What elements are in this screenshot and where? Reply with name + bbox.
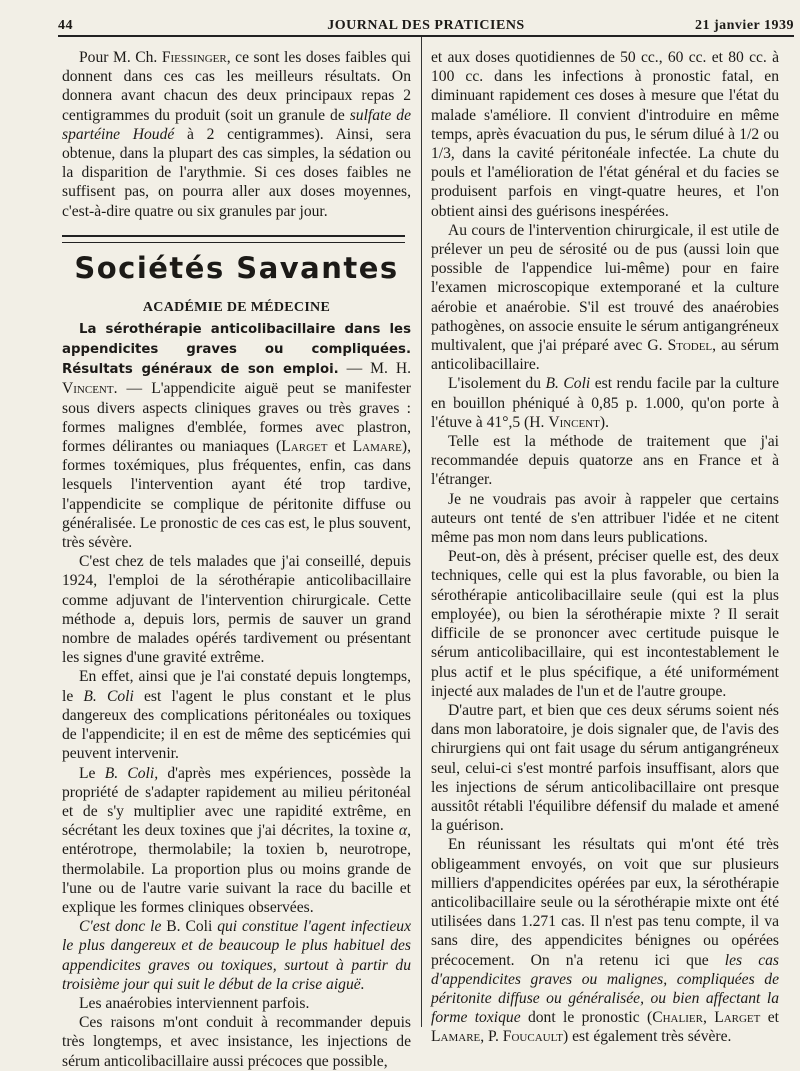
paragraph: C'est chez de tels malades que j'ai conseillé, depuis 1924, l'emploi de la sérothérapie anticolibacillaire comme adjuvant de l'intervention chirurgicale. Cette méthode a, depuis lors, permis de sauver un grand nombre de malades opérés tardivement ou présentant les signes d'une gravité extrême. [62, 553, 411, 667]
paragraph: et aux doses quotidiennes de 50 cc., 60 cc. et 80 cc. à 100 cc. dans les infections à pronostic fatal, en diminuant rapidement ces doses à mesure que l'état du malade s'améliore. Il convient d'introduire en même temps, après évacuation du pus, le sérum dilué à 1/2 ou 1/3, dans la cavité péritonéale infectée. La chute du pouls et l'amélioration de l'état général et du facies se produisent parfois en vingt-quatre heures, et l'on obtient ainsi des guérisons inespérées. [431, 49, 779, 220]
paragraph: L'isolement du B. Coli est rendu facile par la culture en bouillon phéniqué à 0,85 p. 1.000, qu'on porte à l'étuve à 41°,5 (H. Vincent). [431, 375, 779, 431]
issue-date: 21 janvier 1939 [694, 18, 794, 33]
right-column [431, 48, 779, 1047]
article-intro: La sérothérapie anticolibacillaire dans les appendicites graves ou compliquées. Résultats généraux de son emploi. — M. H. Vincent. — L'appendicite aiguë peut se manifester sous divers aspects cliniques graves ou très graves : formes malignes d'emblée, formes avec plastron, formes délirantes ou maniaques (Larget et Lamare), formes toxémiques, plus fréquentes, enfin, cas dans lesquels l'intervention ayant été trop tardive, l'appendicite se complique de péritonite diffuse ou généralisée. Le pronostic de ces cas est, le plus souvent, très sévère. [62, 321, 412, 552]
paragraph: Le B. Coli, d'après mes expériences, possède la propriété de s'adapter rapidement au milieu péritonéal et de s'y multiplier avec une rapidité extrême, en sécrétant les deux toxines que j'ai décrites, la toxine α, entérotrope, thermolabile; la toxien b, neurotrope, thermolabile. La proportion plus ou moins grande de l'une ou de l'autre varie suivant la race du bacille et explique les formes cliniques observées. [62, 764, 411, 916]
page-number: 44 [58, 18, 73, 33]
journal-title: JOURNAL DES PRATICIENS [327, 18, 525, 33]
paragraph: Ces raisons m'ont conduit à recommander depuis très longtemps, et avec insistance, les injections de sérum anticolibacillaire aussi précoces que possible, [62, 1014, 411, 1070]
paragraph: Au cours de l'intervention chirurgicale, il est utile de prélever un peu de sérosité ou de pus (aussi loin que possible de l'appendice lui-même) pour en faire l'examen microscopique extemporané et la culture aérobie et anaérobie. S'il est trouvé des anaérobies pathogènes, on associe ensuite le sérum antigangréneux multivalent, que j'ai préparé avec G. Stodel, au sérum anticolibacillaire. [431, 221, 779, 374]
running-header [58, 16, 794, 36]
section-divider [62, 235, 405, 243]
left-column [62, 48, 411, 1071]
paragraph: D'autre part, et bien que ces deux sérums soient nés dans mon laboratoire, je dois signaler que, de l'avis des chirurgiens qui ont fait usage du sérum antigangréneux seul, celui-ci s'est montré parfois insuffisant, alors que les injections de sérum anticolibacillaire ont presque aussitôt rétabli l'équilibre défensif du malade et amené la guérison. [431, 701, 779, 835]
paragraph: Telle est la méthode de traitement que j'ai recommandée depuis quatorze ans en France et à l'étranger. [431, 433, 779, 489]
paragraph: C'est donc le B. Coli qui constitue l'agent infectieux le plus dangereux et de beaucoup le plus habituel des appendicites graves ou toxiques, surtout à partir du troisième jour qui suit le début de la crise aiguë. [62, 918, 411, 993]
academy-heading: ACADÉMIE DE MÉDECINE [142, 299, 331, 315]
paragraph: Peut-on, dès à présent, préciser quelle est, des deux techniques, celle qui est la plus favorable, ou bien la sérothérapie anticolibacillaire seule (qui est la plus employée), ou bien la sérothérapie mixte ? Il serait difficile de se prononcer avec certitude puisque le sérum anticolibacillaire, qui est incontestablement le plus actif et le plus spécifique, a été uniformément injecté aux malades de l'un et de l'autre groupe. [431, 548, 779, 700]
header-rule [58, 35, 794, 37]
paragraph: Les anaérobies interviennent parfois. [79, 994, 310, 1012]
article-author: Vincent [62, 380, 114, 398]
paragraph: En effet, ainsi que je l'ai constaté depuis longtemps, le B. Coli est l'agent le plus constant et le plus dangereux des complications péritonéales ou toxiques de l'appendicite; il en est de même des septicémies qui peuvent intervenir. [62, 668, 411, 763]
paragraph: En réunissant les résultats qui m'ont été très obligeamment envoyés, on voit que sur plusieurs milliers d'appendicites opérées par eux, la sérothérapie anticolibacillaire seule ou la sérothérapie mixte ont été utilisées dans 1.271 cas. Il n'est pas tenu compte, il va sans dire, des appendicites bénignes ou opérées précocement. On n'a retenu ici que les cas d'appendicites graves ou malignes, compliquées de péritonite diffuse ou généralisée, ou bien affectant la forme toxique dont le pronostic (Chalier, Larget et Lamare, P. Foucault) est également très sévère. [431, 836, 779, 1046]
section-title: Sociétés Savantes [74, 250, 399, 285]
paragraph: Je ne voudrais pas avoir à rappeler que certains auteurs ont tenté de s'en attribuer l'idée et ne citent même pas mon nom dans leurs publications. [431, 490, 779, 547]
article-title: La sérothérapie anticolibacillaire dans les appendicites graves ou compliquées. Résultats généraux de son emploi. [62, 321, 411, 378]
column-divider [421, 37, 422, 1027]
paragraph: Pour M. Ch. Fiessinger, ce sont les doses faibles qui donnent dans ces cas les meilleurs résultats. On donnera avant chacun des deux principaux repas 2 centigrammes du produit (soit un granule de sulfate de spartéine Houdé à 2 centigrammes). Ainsi, sera obtenue, dans la plupart des cas simples, la sédation ou la disparition de l'arythmie. Si ces doses faibles ne suffisent pas, on pourra aller aux doses moyennes, c'est-à-dire quatre ou six granules par jour. [62, 49, 411, 220]
